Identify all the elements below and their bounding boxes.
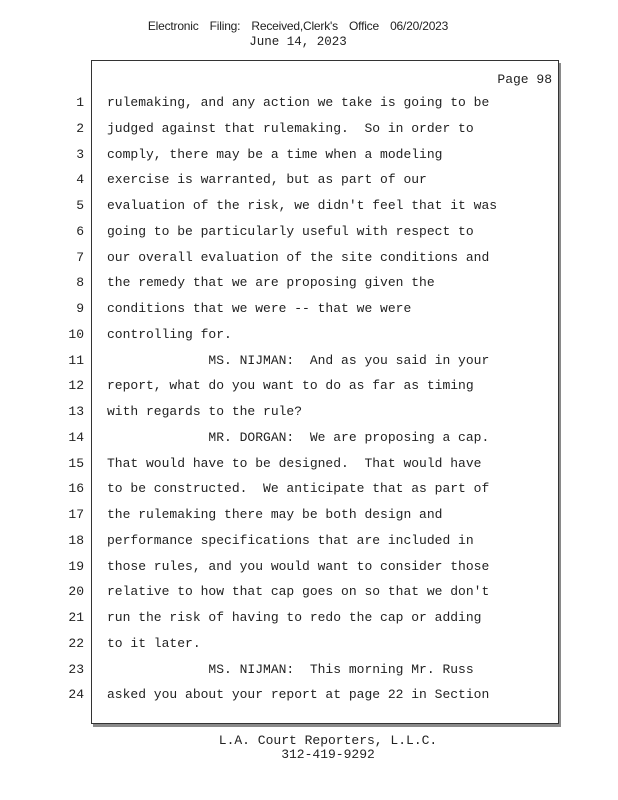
line-number: 5	[76, 198, 84, 213]
transcript-line: the remedy that we are proposing given the	[107, 275, 435, 291]
transcript-line: report, what do you want to do as far as timing	[107, 378, 474, 394]
transcript-line: MS. NIJMAN: And as you said in your	[107, 352, 490, 368]
line-number: 6	[76, 223, 84, 239]
transcript-line: exercise is warranted, but as part of our	[107, 172, 427, 188]
line-number: 11	[68, 352, 84, 368]
transcript-line: MS. NIJMAN: This morning Mr. Russ	[107, 661, 474, 677]
line-number: 12	[68, 378, 84, 394]
line-number: 3	[76, 146, 84, 162]
transcript-line: the rulemaking there may be both design and	[107, 507, 443, 522]
filing-stamp: Electronic Filing: Received,Clerk's Office 06/20/2023	[147, 19, 449, 33]
transcript-line: rulemaking, and any action we take is going to be	[107, 95, 490, 110]
line-number: 13	[68, 404, 84, 419]
line-number: 22	[68, 635, 84, 651]
transcript-line: evaluation of the risk, we didn't feel that it was	[107, 198, 498, 213]
line-number: 9	[76, 301, 84, 316]
transcript-line: That would have to be designed. That would have	[107, 455, 482, 471]
line-number: 20	[68, 584, 84, 600]
line-number: 23	[68, 661, 84, 677]
page-number: Page 98	[497, 72, 552, 87]
transcript-line: our overall evaluation of the site conditions and	[107, 249, 490, 265]
transcript-line: run the risk of having to redo the cap or adding	[107, 610, 482, 625]
reporter-phone: 312-419-9292	[281, 747, 375, 762]
transcript-date: June 14, 2023	[249, 35, 347, 49]
transcript-line: conditions that we were -- that we were	[107, 301, 412, 316]
transcript-line: asked you about your report at page 22 in Section	[107, 687, 490, 703]
line-number: 17	[68, 507, 84, 522]
line-number: 15	[68, 455, 84, 471]
line-number: 16	[68, 481, 84, 497]
line-number: 7	[76, 249, 84, 265]
transcript-line: performance specifications that are included in	[107, 532, 474, 548]
line-number: 24	[68, 687, 84, 703]
transcript-line: going to be particularly useful with respect to	[107, 223, 474, 239]
line-number: 8	[76, 275, 84, 291]
transcript-line: comply, there may be a time when a modeling	[107, 146, 443, 162]
transcript-line: MR. DORGAN: We are proposing a cap.	[107, 429, 490, 445]
transcript-line: with regards to the rule?	[107, 404, 303, 419]
transcript-line: those rules, and you would want to consider those	[107, 558, 490, 574]
line-number: 21	[68, 610, 84, 625]
transcript-line: to it later.	[107, 635, 201, 651]
line-number: 19	[68, 558, 84, 574]
line-number: 4	[76, 172, 84, 188]
transcript-line: controlling for.	[107, 326, 232, 342]
line-number: 10	[68, 326, 84, 342]
line-number: 14	[68, 429, 84, 445]
line-number: 1	[76, 95, 84, 110]
reporter-company: L.A. Court Reporters, L.L.C.	[218, 733, 438, 748]
transcript-line: judged against that rulemaking. So in order to	[107, 120, 474, 136]
transcript-line: to be constructed. We anticipate that as part of	[107, 481, 490, 497]
line-number: 18	[68, 532, 84, 548]
transcript-line: relative to how that cap goes on so that we don't	[107, 584, 490, 600]
line-number: 2	[76, 120, 84, 136]
